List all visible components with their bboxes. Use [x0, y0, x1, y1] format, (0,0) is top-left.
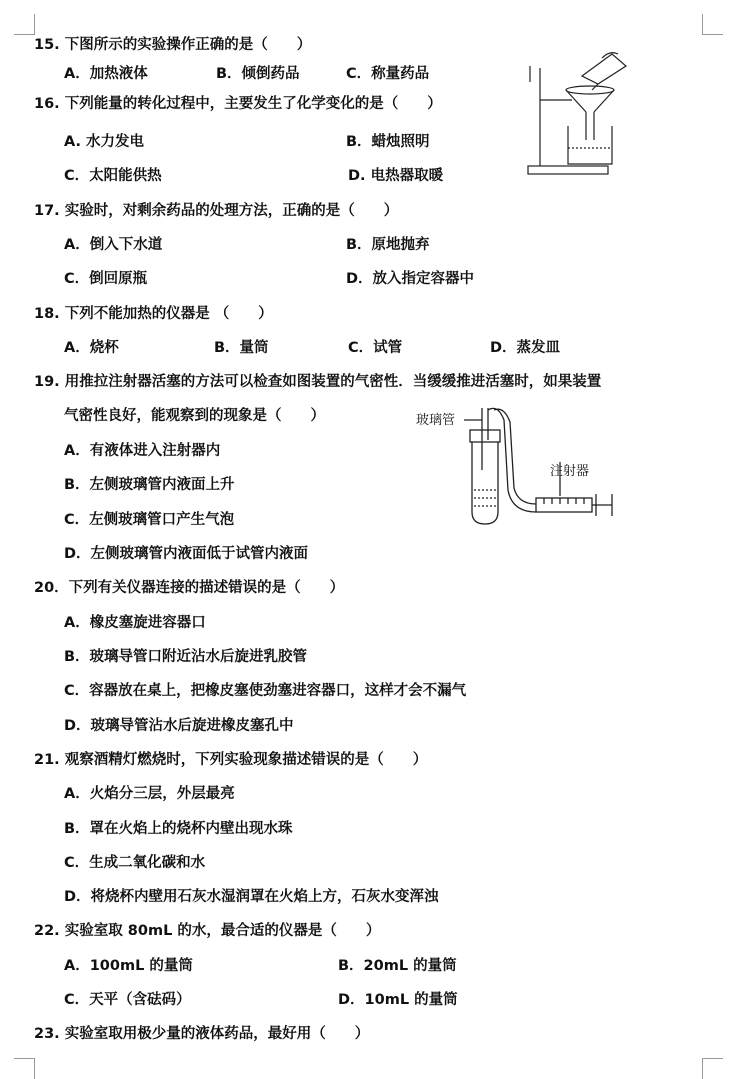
question-19-stem: 19. 用推拉注射器活塞的方法可以检查如图装置的气密性．当缓缓推进活塞时，如果装置 — [34, 374, 602, 390]
figure-label-glass-tube: 玻璃管 — [416, 413, 456, 428]
question-22-stem: 22. 实验室取 80mL 的水，最合适的仪器是（ ） — [34, 923, 381, 939]
question-16-option-b: B．蜡烛照明 — [346, 134, 430, 150]
question-19-option-d: D．左侧玻璃管内液面低于试管内液面 — [64, 546, 309, 562]
crop-mark-top-right — [702, 14, 723, 35]
question-16-stem: 16. 下列能量的转化过程中，主要发生了化学变化的是（ ） — [34, 96, 442, 112]
question-18-option-b: B．量筒 — [214, 340, 269, 356]
question-15-option-c: C．称量药品 — [346, 66, 430, 82]
question-23-stem: 23. 实验室取用极少量的液体药品，最好用（ ） — [34, 1026, 370, 1042]
question-20-option-d: D．玻璃导管沾水后旋进橡皮塞孔中 — [64, 718, 294, 734]
question-21-stem: 21. 观察酒精灯燃烧时，下列实验现象描述错误的是（ ） — [34, 752, 428, 768]
question-19-option-c: C．左侧玻璃管口产生气泡 — [64, 512, 235, 528]
question-20-option-c: C．容器放在桌上，把橡皮塞使劲塞进容器口，这样才会不漏气 — [64, 683, 467, 699]
question-20-stem: 20．下列有关仪器连接的描述错误的是（ ） — [34, 580, 345, 596]
question-17-stem: 17. 实验时，对剩余药品的处理方法，正确的是（ ） — [34, 203, 399, 219]
question-18-option-a: A．烧杯 — [64, 340, 119, 356]
question-15-stem: 15. 下图所示的实验操作正确的是（ ） — [34, 37, 312, 53]
crop-mark-bottom-left — [14, 1058, 35, 1079]
filtration-apparatus-figure — [522, 48, 632, 178]
question-22-option-c: C．天平（含砝码） — [64, 992, 191, 1008]
crop-mark-bottom-right — [702, 1058, 723, 1079]
crop-mark-top-left — [14, 14, 35, 35]
question-19-option-b: B．左侧玻璃管内液面上升 — [64, 477, 235, 493]
question-18-stem: 18. 下列不能加热的仪器是 （ ） — [34, 306, 273, 322]
question-21-option-d: D．将烧杯内壁用石灰水湿润罩在火焰上方，石灰水变浑浊 — [64, 889, 439, 905]
question-22-option-b: B．20mL 的量筒 — [338, 958, 457, 974]
question-17-option-b: B．原地抛弃 — [346, 237, 430, 253]
question-18-option-c: C．试管 — [348, 340, 403, 356]
question-19-stem-continued: 气密性良好，能观察到的现象是（ ） — [64, 408, 325, 424]
question-17-option-c: C．倒回原瓶 — [64, 271, 148, 287]
figure-label-syringe: 注射器 — [550, 464, 590, 479]
question-16-option-a: A. 水力发电 — [64, 134, 145, 150]
question-22-option-d: D．10mL 的量筒 — [338, 992, 458, 1008]
question-21-option-c: C．生成二氧化碳和水 — [64, 855, 206, 871]
question-15-option-b: B．倾倒药品 — [216, 66, 300, 82]
question-21-option-a: A．火焰分三层，外层最亮 — [64, 786, 235, 802]
question-18-option-d: D．蒸发皿 — [490, 340, 561, 356]
question-22-option-a: A．100mL 的量筒 — [64, 958, 193, 974]
question-16-option-c: C．太阳能供热 — [64, 168, 162, 184]
question-20-option-b: B．玻璃导管口附近沾水后旋进乳胶管 — [64, 649, 308, 665]
question-15-option-a: A．加热液体 — [64, 66, 148, 82]
question-21-option-b: B．罩在火焰上的烧杯内壁出现水珠 — [64, 821, 293, 837]
question-19-option-a: A．有液体进入注射器内 — [64, 443, 221, 459]
question-16-option-d: D. 电热器取暖 — [348, 168, 444, 184]
question-20-option-a: A．橡皮塞旋进容器口 — [64, 615, 206, 631]
question-17-option-d: D．放入指定容器中 — [346, 271, 475, 287]
syringe-test-tube-figure — [456, 400, 626, 530]
question-17-option-a: A．倒入下水道 — [64, 237, 163, 253]
